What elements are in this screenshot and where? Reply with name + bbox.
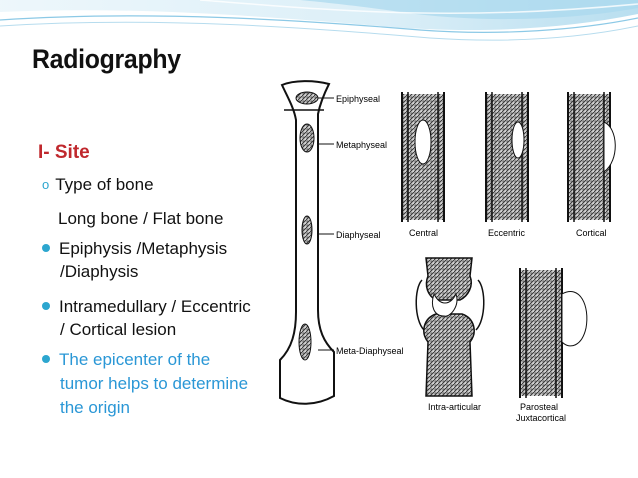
bullet-text: The epicenter of the (59, 350, 211, 369)
label-central: Central (409, 228, 439, 238)
label-intra-articular: Intra-articular (428, 402, 482, 412)
label-diaphyseal: Diaphyseal (336, 230, 381, 240)
bullet-dot-icon (42, 302, 50, 310)
bullet-dot-icon (42, 355, 50, 363)
intra-articular-lesion-illustration (416, 258, 484, 396)
bullet-type-of-bone (42, 175, 154, 195)
label-cortical: Cortical (576, 228, 607, 238)
central-lesion-illustration (402, 92, 444, 222)
bullet-circle-icon: o (42, 177, 50, 192)
cortical-lesion-illustration (568, 92, 615, 222)
bullet-continuation: Long bone / Flat bone (58, 209, 224, 228)
eccentric-lesion-illustration (486, 92, 528, 222)
slide-title: Radiography (32, 44, 181, 74)
section-heading: I- Site (38, 142, 90, 163)
bullet-intramedullary (42, 297, 251, 317)
bullet-continuation: the origin (60, 398, 130, 417)
label-meta-diaphyseal: Meta-Diaphyseal (336, 346, 404, 356)
bone-tumor-site-diagram (274, 80, 634, 425)
label-parosteal: Parosteal (520, 402, 559, 412)
label-metaphyseal: Metaphyseal (336, 140, 388, 150)
bullet-dot-icon (42, 244, 50, 252)
bullet-continuation: tumor helps to determine (60, 374, 249, 393)
label-epiphyseal: Epiphyseal (336, 94, 381, 104)
bullet-continuation: /Diaphysis (60, 262, 139, 281)
parosteal-lesion-illustration (520, 268, 587, 398)
label-juxtacortical: Juxtacortical (516, 413, 567, 423)
bullet-text: Type of bone (55, 175, 154, 194)
bullet-epicenter (42, 350, 210, 370)
label-eccentric: Eccentric (488, 228, 526, 238)
bullet-continuation: / Cortical lesion (60, 320, 177, 339)
long-bone-illustration (280, 81, 334, 404)
bullet-epiphysis (42, 239, 227, 259)
bullet-text: Intramedullary / Eccentric (59, 297, 251, 316)
bullet-text: Epiphysis /Metaphysis (59, 239, 228, 258)
